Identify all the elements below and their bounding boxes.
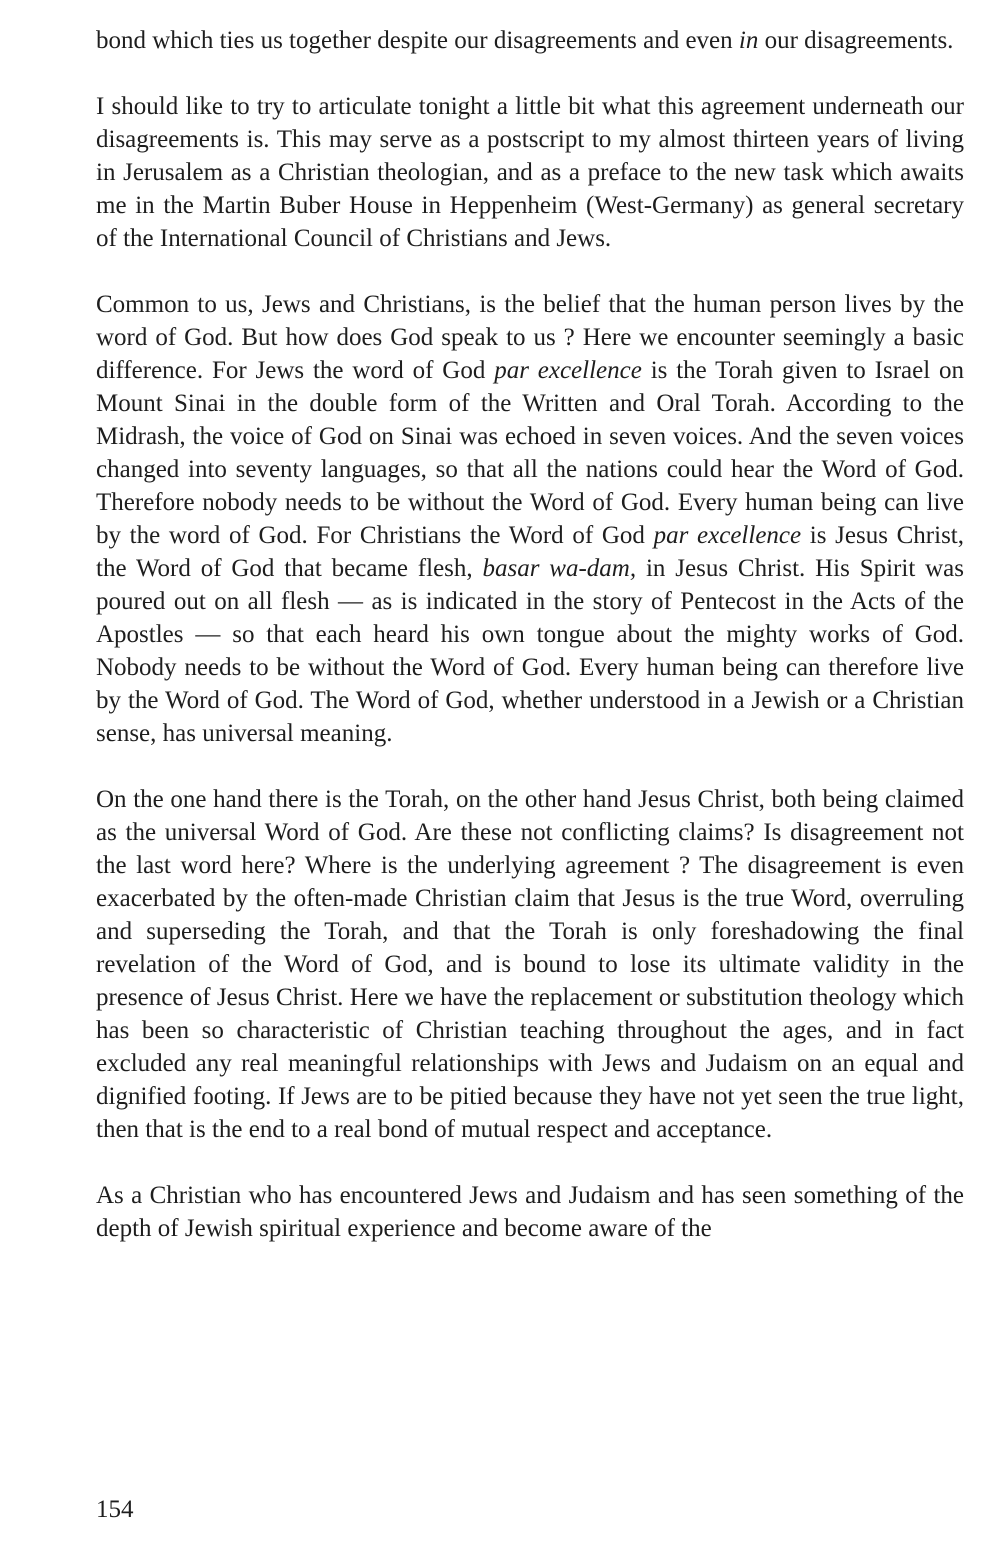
text-run: Common to us, Jews and Christians, is the belief that the human person lives by the word of God. But how does God speak to us ? Here we encounter seemingly a basic difference. For Jews the word of God <box>96 291 964 384</box>
paragraph-5 <box>96 1179 964 1245</box>
paragraph-1 <box>96 24 964 57</box>
text-run: our disagreements. <box>758 27 954 54</box>
text-run: As a Christian who has encountered Jews and Judaism and has seen something of the depth of Jewish spiritual experience and become aware of the <box>96 1182 964 1242</box>
text-run: is Jesus Christ, the Word of God that became flesh, <box>96 522 964 582</box>
emphasis-par-excellence: par excellence <box>653 522 802 549</box>
text-run: On the one hand there is the Torah, on the other hand Jesus Christ, both being claimed as the universal Word of God. Are these not conflicting claims? Is disagreement not the last word here? Where is the underlying agreement ? The disagreement is even exacerbated by the often-made Christian claim that Jesus is the true Word, overruling and superseding the Torah, and that the Torah is only foreshadowing the final revelation of the Word of God, and is bound to lose its ultimate validity in the presence of Jesus Christ. Here we have the replacement or substitution theology which has been so characteristic of Christian teaching throughout the ages, and in fact excluded any real meaningful relationships with Jews and Judaism on an equal and dignified footing. If Jews are to be pitied because they have not yet seen the true light, then that is the end to a real bond of mutual respect and acceptance. <box>96 786 964 1143</box>
text-run: I should like to try to articulate tonight a little bit what this agreement underneath our disagreements is. This may serve as a postscript to my almost thirteen years of living in Jerusalem as a Christian theologian, and as a preface to the new task which awaits me in the Martin Buber House in Heppenheim (West-Germany) as general secretary of the International Council of Christians and Jews. <box>96 93 964 252</box>
paragraph-2 <box>96 90 964 255</box>
emphasis-par-excellence: par excellence <box>494 357 642 384</box>
page-number: 154 <box>96 1496 134 1523</box>
emphasis-basar-wa-dam: basar wa-dam, <box>482 555 637 582</box>
text-run: bond which ties us together despite our disagreements and even <box>96 27 739 54</box>
text-run: is the Torah given to Israel on Mount Sinai in the double form of the Written and Oral Torah. According to the Midrash, the voice of God on Sinai was echoed in seven voices. And the seven voices changed into seventy languages, so that all the nations could hear the Word of God. Therefore nobody needs to be without the Word of God. Every human being can live by the word of God. For Christians the Word of God <box>96 357 965 549</box>
text-run: in Jesus Christ. His Spirit was poured out on all flesh — as is indicated in the story of Pentecost in the Acts of the Apostles — so that each heard his own tongue about the mighty works of God. Nobody needs to be without the Word of God. Every human being can therefore live by the Word of God. The Word of God, whether understood in a Jewish or a Christian sense, has universal meaning. <box>96 555 964 747</box>
paragraph-4 <box>96 783 964 1146</box>
page-body <box>96 24 964 1245</box>
paragraph-3 <box>96 288 964 750</box>
emphasis-in: in <box>738 27 759 54</box>
